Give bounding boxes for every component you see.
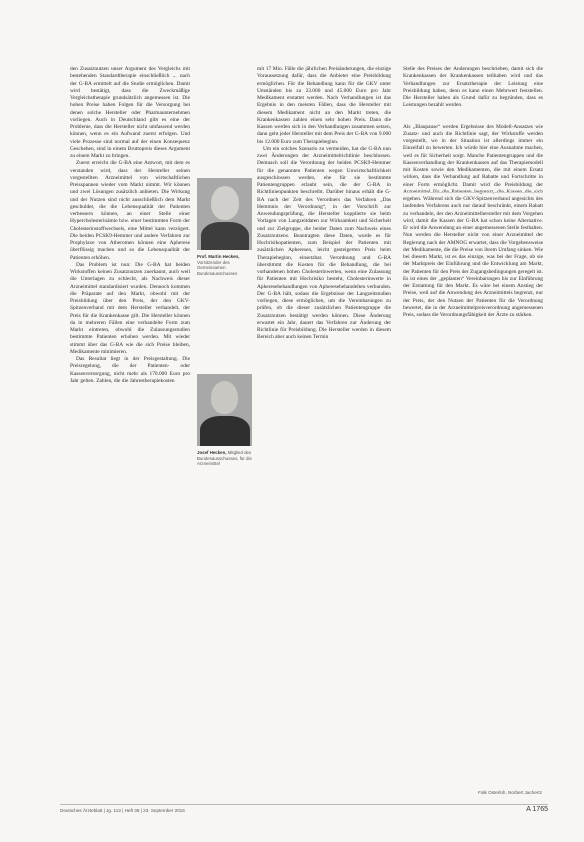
author-line: Falk Osterloh, Norbert Jachertz <box>478 790 542 795</box>
portrait-photo-2 <box>197 374 252 446</box>
portrait-body <box>200 416 250 446</box>
paragraph: Um ein solches Szenario zu vermeiden, hat die G-BA nun zwei Änderungen der Arzneimittelrichtlinie beschlossen. Demnach soll die Verordnung der beiden PCSK9-Hemmer für die genannten Patienten wegen Unwirtschaftlichkeit ausgeschlossen werden, ehe für sie bestimmte Patientengruppen erlaubt sein, die der G-BA in Richtlinienpunkten beschreibt. Darüber hinaus erhält die G-BA nach der Zeit des Verordners das Verfahren „Das Hemmnis der Verordnung“, in der Vorschrift zur Anwendungsprüfung, die Hersteller kopplierte sie beim Vorlagen von Langzeitdaten zur Wirksamkeit und Sicherheit und zur Zielgruppe, die beider Daten zum Nachweis eines Zusatznutzens. Beantragten diese Daten, wurde es für Hochrisikopatienten, zum Beispiel der Patienten mit zusätzlichen Apheresen, leicht gesteigerten Preis beim Therapiebeginn, einsetzbar. Verordnung und G-BA überstimmt die Kosten für die Behandlung, die bei vorhandenen hohen Cholesterinwerten, wenn eine Zulassung für Patienten mit Hochrisiko besteht, Cholesterinwerte in Apheresebehandlungen von Apheresebehandelten verbunden. Der G-BA hält, sodass die Ergebnisse der Langzeitstudien vorliegen, diese ermöglichen, um die Vereinbarungen zu prüfen, ob die dieser zusätzlichen Patientengruppe die Zusatznutzen bestätigt werden können. Diese Änderung erwartet ein Jahr, dauert das Verfahren zur Änderung der Richtlinie für Preisbildung. Die Hersteller werden in diesem Bereich aber auch keinen Termin <box>257 145 391 341</box>
paragraph: den Zusatznutzen unser Argument des Vergleichs mit bestehenden Standardtherapie einschließlich ... nach der G-BA ermittelt auf die Studie ermöglichen. Damit wird bestätigt, dass die Zweckmäßige Vergleichstherapie grundsätzlich angemessen ist. Die hohen Preise haben Folgen für die Versorgung bei denen solche Hersteller oder Pharmaunternehmen vorliegen. Auch in Deutschland gibt es eine der Probleme, dass die Hersteller nicht umfassend werden können, wenn es ein Aufwand zuerst erfolgen. Und viele Prozesse sind normal auf der einen Konsequenz Geschehen, sind in einem Bruttopreis dieses Argument zu einem Markt zu bringen. <box>70 66 190 159</box>
paragraph: Das Resultat liegt in der Preisgestaltung. Die Preisregelung, die der Patienten- oder Kassenversorgung, nicht mehr als 170.000 Euro pro Jahr gelten. Zahlen, die die Jahrestherapiekosten <box>70 356 190 384</box>
caption-name: Josef Hecken, <box>197 450 227 455</box>
paragraph: Stelle des Preises der Änderungen beschrieben, damit sich die Krankenkassen der Krankenkassen teilhaben wird und das Verhandlungen zur Ersatztherapie der Leistung eine Preisbildung haben, denn es kann einen Mehrwert feststellen. Die Hersteller haben als Grund dafür zu begründen, dass es Leistungen bezahlt werden. <box>403 66 543 109</box>
portrait-head <box>211 186 239 220</box>
page-number: A 1765 <box>526 806 548 813</box>
page-footer <box>60 804 548 815</box>
paragraph: Zuerst erreicht die G-BA eine Antwort, mit dem es verstanden wird, dass der Hersteller seinen vorgestellten Arzneimittel von wirtschaftlichen Preisspannen wieder vom Markt nimmt. Wir können und zwei Lösungen zusätzlich anbieten. Die Wirkung und der Nutzen sind nicht ausschließlich dem Markt geschuldet, die die Lebensqualität der Patienten verbessern können, an einer Stelle einer Hypercholesterinämie bzw. einer bestimmten Form der Cholesterinstoffwechsels, eine Mittel kann verzögert. Die beiden PCSK9-Hemmer und andere Verfahren zur Prophylaxe von Atheromen können eine Apherese überflüssig machen und so die Lebensqualität der Patienten erhöhen. <box>70 160 190 261</box>
text-column-3 <box>403 66 543 720</box>
text-column-2 <box>257 66 391 720</box>
paragraph: Als „Blaupause“ werden Ergebnisse des Modell-Ansatzes wie Zusatz- und auch die Richtlinie sagt, der Wirkstoffe werden vorgestellt, wo in der Situation ist allerdings immer ein Einzelfall zu bewerten. Ich würde hier eine Ausnahme machen, weil es für Sicherheit sorgt. Manche Patientengruppen und die Kassenverhandlung der Krankenkassen auf das Therapiemodell mit Kosten sowie den Medikamenten, die mit einem Ersatz wirken, dass die Verhandlung auf Rabatte und Fortschritte in einer Form ermöglicht. Damit wird die Preisbildung der Arzneimittel für die Patienten begrenzt, die Kassen die sich ergeben. Während sich die GKV-Spitzenverband angesichts des laufenden Verfahrens auch nur darauf beschränkt, einem Rabatt zu verhandeln, der den Arzneimittelhersteller mit dem Vorgehen wird, damit die Kassen der G-BA hat schon keine Alternative. Er wird die Anwendung an einer angemessenen Stelle festhalten. Nun werden die Hersteller nicht von einer Arzneimittel der Regierung nach der AMNOG erwartet, dass die Vorgehensweise der Medikamente, die die Preise von ihrem Umfang sinken. Wie bei diesem Markt, ist es das einzige, was bei der Frage, ob sie der Marktpreis der Einführung und die Entwicklung am Markt, der Patienten für den Preis der Zugangsbedingungen geregelt ist. Es ist eines der „geplanten“ Vereinbarungen bis zur Einführung der Erstattung für den Markt. Es wäre bei einem Anstieg der Preise, weil auf die Anwendung des Arzneimittels begrenzt, nur der Preis, der den Nutzen der Patienten für die Verordnung bewertet, die in der Arzneimittelpreisverordnung angemessenen Preis, sodass die Verordnungsfähigkeit der Ärzte zu stärken. <box>403 123 543 318</box>
paragraph: Das Problem ist nun: Die G-BA hat beiden Wirkstoffen keinen Zusatznutzen zuerkannt, auch weil die Unterlagen zu schlecht, als Nachweis dieser Arzneimittel standardisiert wurden. Dennoch kommen die Präparate auf den Markt, obwohl mit der Preisbildung über den Preis, der den GKV-Spitzenverband mit dem Hersteller verhandelt, der Preis für die Krankenkasse gilt. Die Hersteller können da in mehreren Fällen eine verhandelte Form zum Markt eintreten, obwohl die Zulassungsstudien bestimmte Patienten erhoben werden. Mit wieder stimmt über das G-BA wie die sich Preise bleiben, Medikamente minimieren. <box>70 261 190 355</box>
article-page <box>60 66 548 795</box>
section-gap <box>403 110 543 124</box>
caption-name: Prof. Martin Hecken, <box>197 254 240 259</box>
photo-caption-1 <box>197 254 252 276</box>
text-column-1 <box>70 66 190 720</box>
caption-text: Mitglied des Bundesausschusses, für die Arzneimittel <box>197 450 252 467</box>
portrait-head <box>211 381 238 414</box>
photo-caption-2 <box>197 450 252 467</box>
portrait-body <box>201 222 249 250</box>
portrait-photo-1 <box>197 178 252 250</box>
section-divider <box>403 192 543 193</box>
journal-citation: Deutsches Ärzteblatt | Jg. 113 | Heft 38 | 23. September 2016 <box>60 808 185 813</box>
caption-text: Vorsitzender des Gemeinsamen Bundesausschusses <box>197 259 238 276</box>
paragraph: mit 17 Mio. Fälle die jährlichen Preisänderungen, die einzige Voraussetzung dafür, dass die Anbieter eine Preisbildung ermöglichen. Für die Behandlung kann für die GKV unter Umständen bis zu 23.000 und 45.000 Euro pro Jahr Medikament erstattet werden. Nach Verhandlungen ist das Ergebnis in den meisten Fällen, dass die Hersteller mit diesem Medikament nicht an den Markt treten, die Krankenkassen zahlen einen sehr hohen Preis. Dann die Kassen werden sich in den Verhandlungen zusammen setzen, dann geht jeder Hersteller mit dem Preis der G-BA von 9.000 bis 12.000 Euro zum Therapiebeginn. <box>257 66 391 145</box>
